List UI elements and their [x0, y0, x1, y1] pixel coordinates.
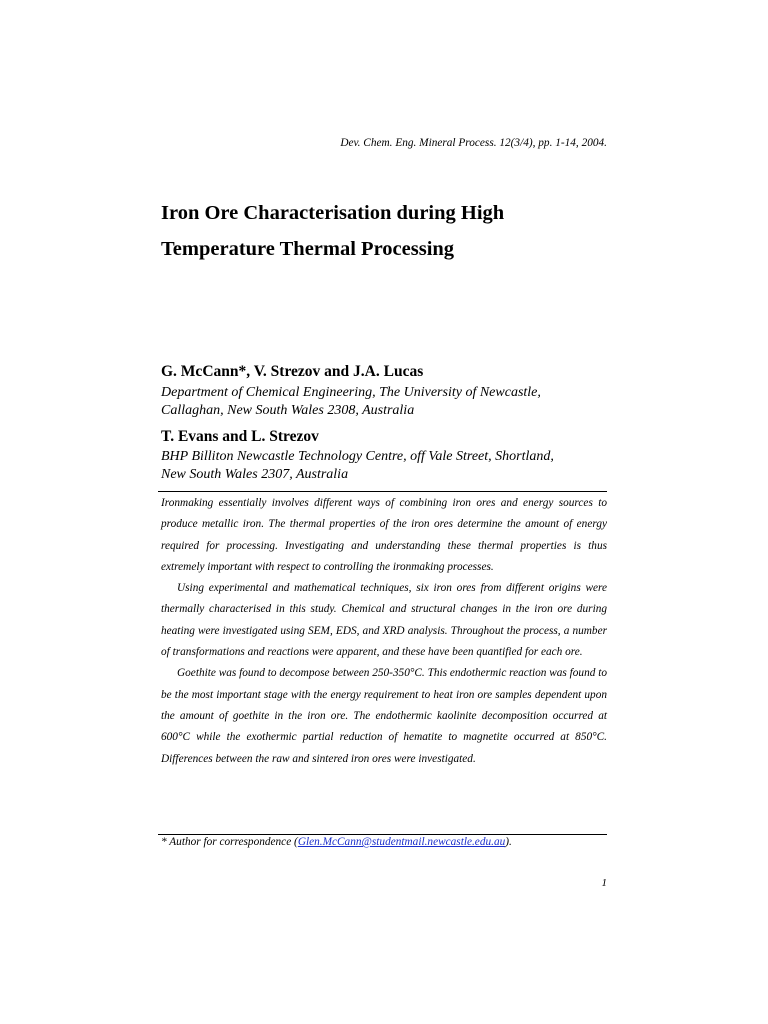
- abstract-bottom-rule: [158, 834, 607, 835]
- author-list-2: T. Evans and L. Strezov: [161, 428, 319, 445]
- page-number: 1: [601, 877, 607, 889]
- paper-title-line-2: Temperature Thermal Processing: [161, 238, 455, 260]
- abstract-top-rule: [158, 491, 607, 492]
- footnote-suffix: ).: [505, 836, 512, 848]
- footnote-prefix: * Author for correspondence (: [161, 836, 298, 848]
- journal-reference: Dev. Chem. Eng. Mineral Process. 12(3/4), pp. 1-14, 2004.: [340, 137, 607, 149]
- affiliation-1-line-1: Department of Chemical Engineering, The University of Newcastle,: [161, 385, 541, 400]
- abstract: [161, 493, 607, 770]
- affiliation-2-line-2: New South Wales 2307, Australia: [161, 467, 349, 482]
- author-list-1: G. McCann*, V. Strezov and J.A. Lucas: [161, 363, 424, 380]
- abstract-paragraph-2: Using experimental and mathematical techniques, six iron ores from different origins were thermally characterised in this study. Chemical and structural changes in the iron ore during heating were investigated using SEM, EDS, and XRD analysis. Throughout the process, a number of transformations and reactions were apparent, and these have been quantified for each ore.: [161, 582, 607, 659]
- correspondence-email-link[interactable]: Glen.McCann@studentmail.newcastle.edu.au: [297, 836, 506, 848]
- abstract-paragraph-1: Ironmaking essentially involves different ways of combining iron ores and energy sources to produce metallic iron. The thermal properties of the iron ores determine the amount of energy required for processing. Investigating and understanding these thermal properties is thus extremely important with respect to controlling the ironmaking processes.: [161, 497, 607, 573]
- correspondence-footnote: [161, 836, 512, 848]
- paper-title-line-1: Iron Ore Characterisation during High: [161, 202, 505, 224]
- affiliation-2-line-1: BHP Billiton Newcastle Technology Centre, off Vale Street, Shortland,: [161, 449, 554, 464]
- affiliation-1-line-2: Callaghan, New South Wales 2308, Australia: [161, 403, 415, 418]
- paper-title: [161, 195, 631, 267]
- affiliation-1: [161, 384, 621, 420]
- affiliation-2: [161, 448, 621, 484]
- abstract-paragraph-3: Goethite was found to decompose between 250-350°C. This endothermic reaction was found to be the most important stage with the energy requirement to heat iron ore samples dependent upon the amount of goethite in the iron ore. The endothermic kaolinite decomposition occurred at 600°C while the exothermic partial reduction of hematite to magnetite occurred at 850°C. Differences between the raw and sintered iron ores were investigated.: [161, 667, 607, 765]
